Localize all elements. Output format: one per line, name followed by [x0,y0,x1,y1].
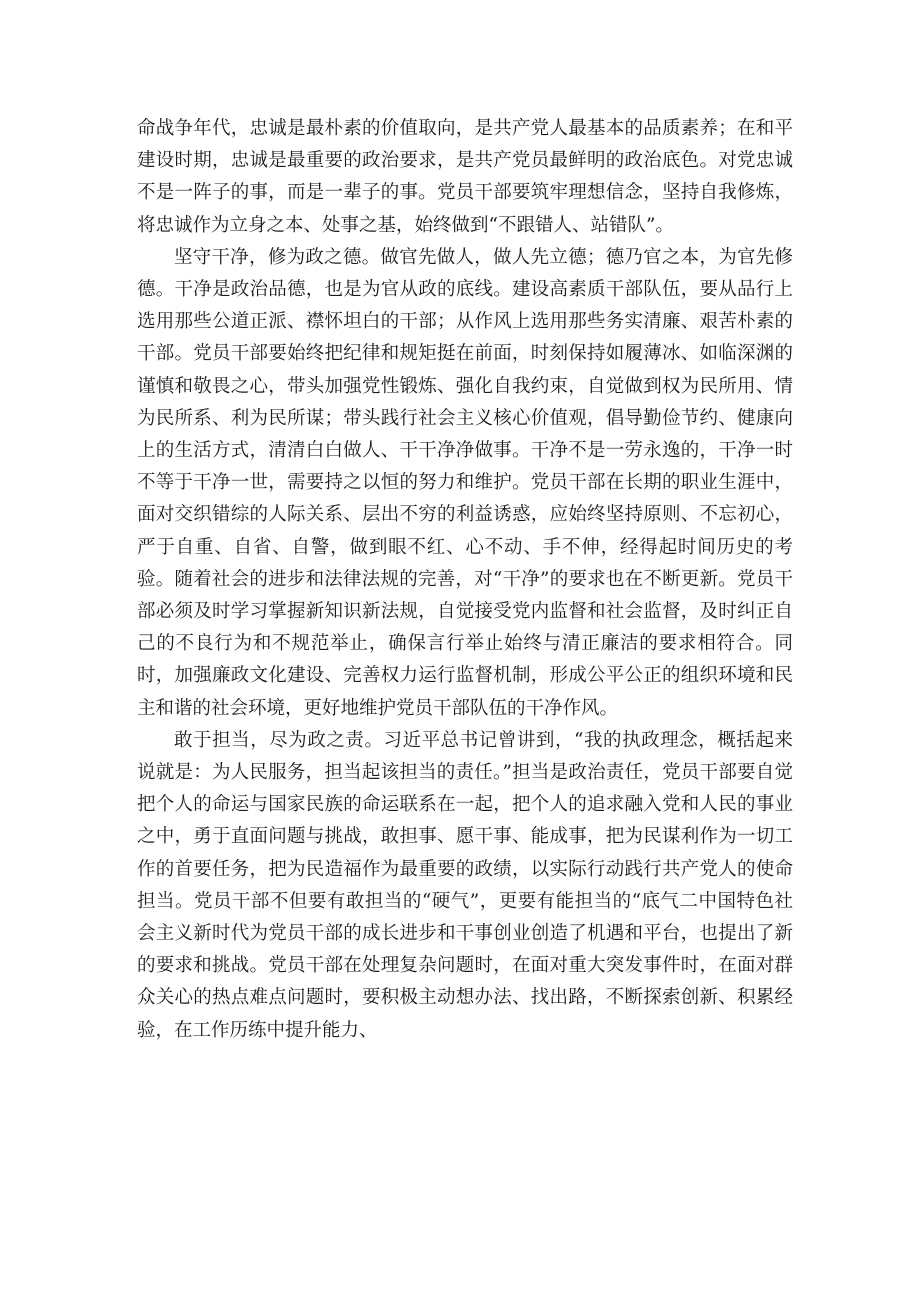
paragraph-integrity: 坚守干净，修为政之德。做官先做人，做人先立德；德乃官之本，为官先修德。干净是政治品德，也是为官从政的底线。建设高素质干部队伍，要从品行上选用那些公道正派、襟怀坦白的干部；从作风上选用那些务实清廉、艰苦朴素的干部。党员干部要始终把纪律和规矩挺在前面，时刻保持如履薄冰、如临深渊的谨慎和敬畏之心，带头加强党性锻炼、强化自我约束，自觉做到权为民所用、情为民所系、利为民所谋；带头践行社会主义核心价值观，倡导勤俭节约、健康向上的生活方式，清清白白做人、干干净净做事。干净不是一劳永逸的，干净一时不等于干净一世，需要持之以恒的努力和维护。党员干部在长期的职业生涯中，面对交织错综的人际关系、层出不穷的利益诱惑，应始终坚持原则、不忘初心，严于自重、自省、自警，做到眼不红、心不动、手不伸，经得起时间历史的考验。随着社会的进步和法律法规的完善，对“干净”的要求也在不断更新。党员干部必须及时学习掌握新知识新法规，自觉接受党内监督和社会监督，及时纠正自己的不良行为和不规范举止，确保言行举止始终与清正廉洁的要求相符合。同时，加强廉政文化建设、完善权力运行监督机制，形成公平公正的组织环境和民主和谐的社会环境，更好地维护党员干部队伍的干净作风。 [137,246,793,719]
paragraph-loyalty-continued: 命战争年代，忠诚是最朴素的价值取向，是共产党人最基本的品质素养；在和平建设时期，忠诚是最重要的政治要求，是共产党员最鲜明的政治底色。对党忠诚不是一阵子的事，而是一辈子的事。党员干部要筑牢理想信念，坚持自我修炼，将忠诚作为立身之本、处事之基，始终做到“不跟错人、站错队”。 [137,118,793,236]
paragraph-responsibility: 敢于担当，尽为政之责。习近平总书记曾讲到，“我的执政理念，概括起来说就是：为人民服务，担当起该担当的责任。”担当是政治责任，党员干部要自觉把个人的命运与国家民族的命运联系在一起，把个人的追求融入党和人民的事业之中，勇于直面问题与挑战，敢担事、愿干事、能成事，把为民谋利作为一切工作的首要任务，把为民造福作为最重要的政绩，以实际行动践行共产党人的使命担当。党员干部不但要有敢担当的“硬气”，更要有能担当的“底气二中国特色社会主义新时代为党员干部的成长进步和干事创业创造了机遇和平台，也提出了新的要求和挑战。党员干部在处理复杂问题时，在面对重大突发事件时，在面对群众关心的热点难点问题时，要积极主动想办法、找出路，不断探索创新、积累经验，在工作历练中提升能力、 [137,729,793,1041]
document-body [137,113,793,1047]
